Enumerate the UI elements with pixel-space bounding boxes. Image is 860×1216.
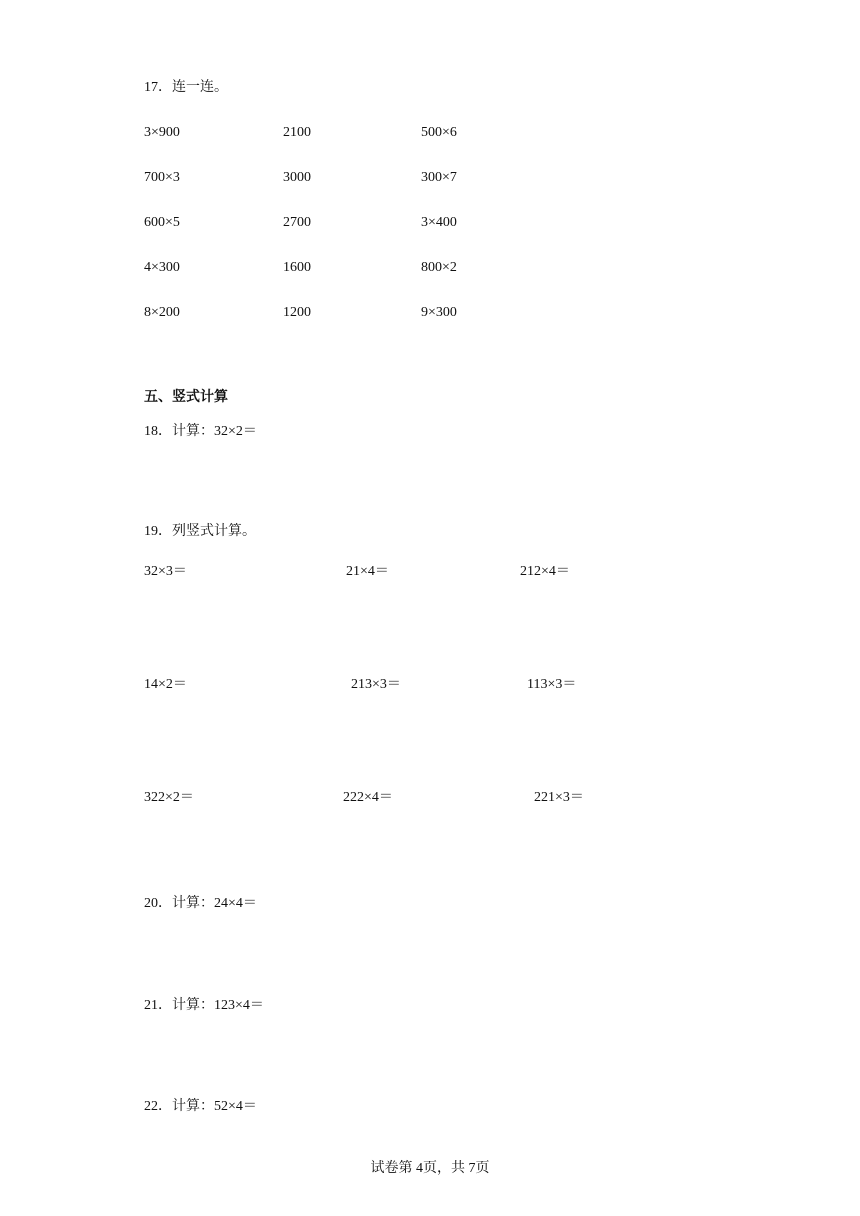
q19-problem: 322×2＝ (144, 790, 194, 805)
q17-middle-number: 3000 (283, 170, 311, 185)
q22-text: 22．计算：52×4＝ (144, 1099, 257, 1114)
q17-middle-number: 2100 (283, 125, 311, 140)
q18-text: 18．计算：32×2＝ (144, 424, 257, 439)
q17-middle-number: 2700 (283, 215, 311, 230)
q17-left-expression: 700×3 (144, 170, 180, 185)
q21-text: 21．计算：123×4＝ (144, 998, 264, 1013)
q19-title: 19．列竖式计算。 (144, 524, 256, 539)
q17-right-expression: 800×2 (421, 260, 457, 275)
q19-problem: 222×4＝ (343, 790, 393, 805)
q17-left-expression: 3×900 (144, 125, 180, 140)
q17-right-expression: 300×7 (421, 170, 457, 185)
q17-left-expression: 4×300 (144, 260, 180, 275)
page-footer: 试卷第 4页，共 7页 (370, 1161, 490, 1176)
q19-problem: 32×3＝ (144, 564, 187, 579)
q17-title: 17．连一连。 (144, 80, 228, 95)
q17-left-expression: 8×200 (144, 305, 180, 320)
q19-problem: 221×3＝ (534, 790, 584, 805)
q20-text: 20．计算：24×4＝ (144, 896, 257, 911)
q17-left-expression: 600×5 (144, 215, 180, 230)
q19-problem: 21×4＝ (346, 564, 389, 579)
q17-right-expression: 3×400 (421, 215, 457, 230)
q17-right-expression: 500×6 (421, 125, 457, 140)
q17-right-expression: 9×300 (421, 305, 457, 320)
q17-middle-number: 1200 (283, 305, 311, 320)
q19-problem: 14×2＝ (144, 677, 187, 692)
q17-middle-number: 1600 (283, 260, 311, 275)
q19-problem: 213×3＝ (351, 677, 401, 692)
q19-problem: 113×3＝ (527, 677, 577, 692)
section-heading: 五、竖式计算 (144, 389, 228, 405)
q19-problem: 212×4＝ (520, 564, 570, 579)
